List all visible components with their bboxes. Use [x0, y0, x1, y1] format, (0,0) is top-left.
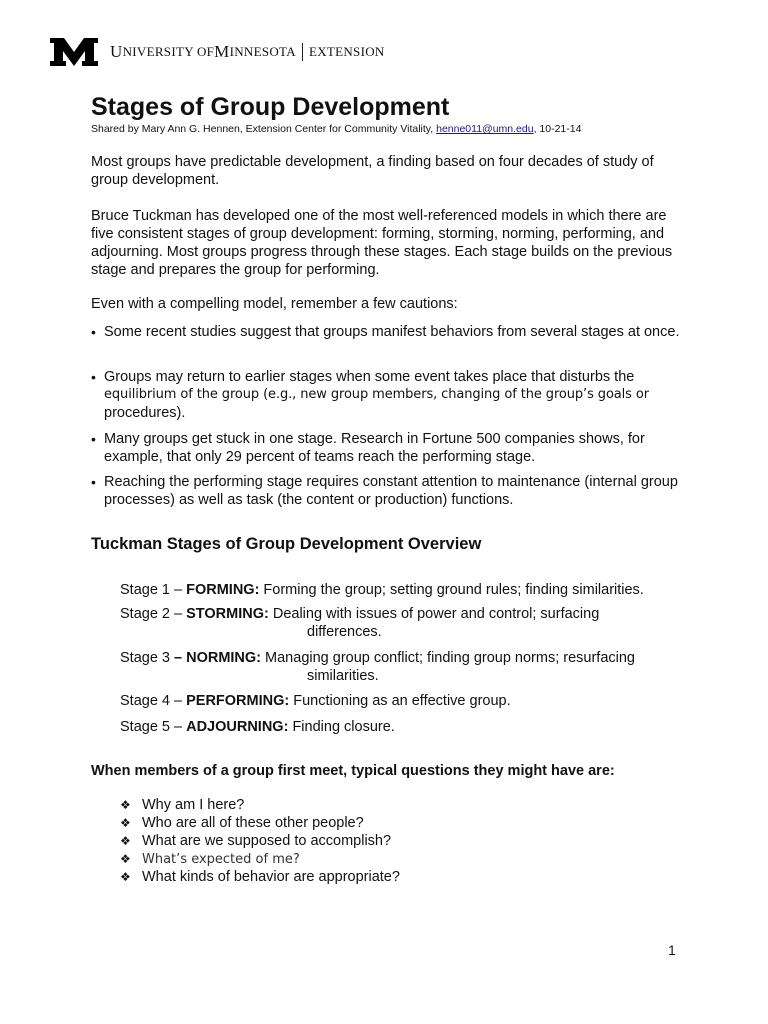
brand-divider [302, 43, 303, 61]
list-item: • Some recent studies suggest that groups manifest behaviors from several stages at once. [91, 324, 680, 340]
stage-3: Stage 3 – NORMING: Managing group conflict; finding group norms; resurfacing similarities. [120, 650, 635, 684]
intro-paragraph: Most groups have predictable development, a finding based on four decades of study of group development. [91, 154, 654, 188]
email-link[interactable]: henne011@umn.edu [436, 123, 534, 135]
document-title: Stages of Group Development [91, 93, 450, 121]
list-item: • Reaching the performing stage requires constant attention to maintenance (internal group processes) as well as task (the content or production) functions. [91, 474, 678, 508]
diamond-bullet-icon: ❖ [120, 798, 131, 812]
bullet-icon: • [91, 431, 96, 447]
bullet-icon: • [91, 369, 96, 385]
list-item: ❖ What kinds of behavior are appropriate? [120, 869, 400, 885]
list-item: ❖ What are we supposed to accomplish? [120, 833, 392, 849]
university-header [48, 36, 385, 68]
list-item: • Groups may return to earlier stages when some event takes place that disturbs the equilibrium of the group (e.g., new group members, changing of the group’s goals or procedures). [91, 369, 649, 421]
bullet-icon: • [91, 474, 96, 490]
brand-extension: EXTENSION [308, 44, 385, 59]
tuckman-paragraph: Bruce Tuckman has developed one of the most well-referenced models in which there are five consistent stages of group development: forming, storming, norming, performing, and adjourning. Most groups progress through these stages. Each stage builds on the previous stage and prepares the group for performing. [91, 208, 673, 278]
list-item: ❖ Why am I here? [120, 797, 245, 813]
university-m-logo [48, 36, 100, 68]
byline: Shared by Mary Ann G. Hennen, Extension Center for Community Vitality, henne011@umn.edu, 10-21-14 [91, 123, 582, 135]
brand-wordmark: U NIVERSITY OF M INNESOTA EXTENSION [110, 42, 385, 61]
stage-4: Stage 4 – PERFORMING: Functioning as an effective group. [120, 693, 511, 709]
questions-heading: When members of a group first meet, typical questions they might have are: [91, 763, 615, 779]
diamond-bullet-icon: ❖ [120, 816, 131, 830]
questions-list [120, 796, 400, 886]
stage-5: Stage 5 – ADJOURNING: Finding closure. [120, 719, 395, 735]
diamond-bullet-icon: ❖ [120, 870, 131, 884]
diamond-bullet-icon: ❖ [120, 852, 131, 866]
list-item: • Many groups get stuck in one stage. Research in Fortune 500 companies shows, for example, that only 29 percent of teams reach the performing stage. [91, 431, 645, 465]
stage-1: Stage 1 – FORMING: Forming the group; setting ground rules; finding similarities. [120, 582, 644, 598]
list-item: ❖ What’s expected of me? [120, 852, 300, 867]
cautions-intro: Even with a compelling model, remember a few cautions: [91, 296, 458, 312]
bullet-icon: • [91, 324, 96, 340]
diamond-bullet-icon: ❖ [120, 834, 131, 848]
page-number: 1 [668, 942, 676, 958]
overview-heading: Tuckman Stages of Group Development Overview [91, 535, 482, 553]
stage-2: Stage 2 – STORMING: Dealing with issues of power and control; surfacing differences. [120, 606, 600, 640]
list-item: ❖ Who are all of these other people? [120, 815, 364, 831]
